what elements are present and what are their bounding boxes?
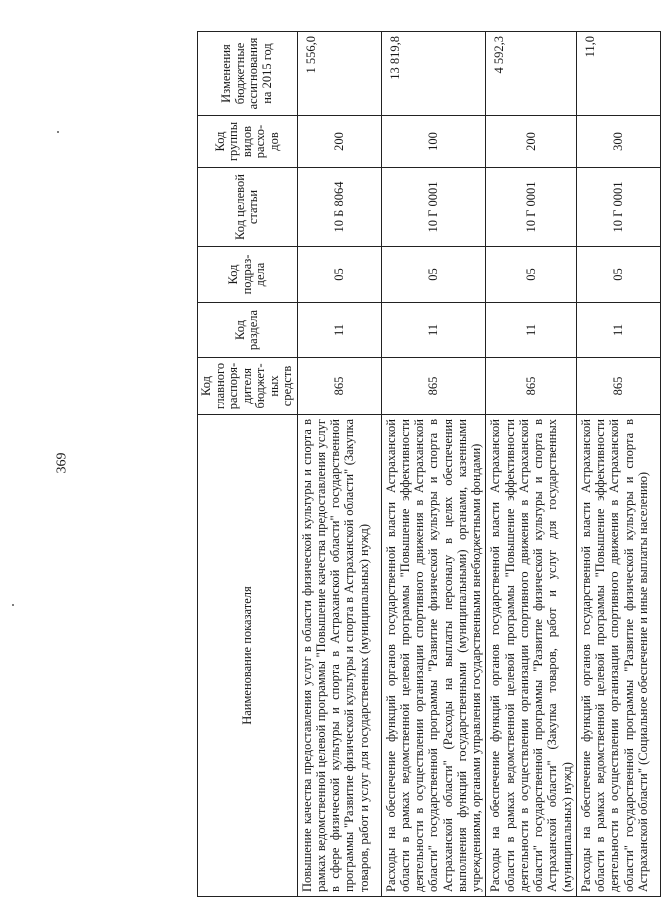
page-number: 369 xyxy=(54,452,70,474)
header-target-code: Код целевой статьи xyxy=(198,168,298,247)
row-grbs: 865 xyxy=(381,358,486,415)
row-amount: 11,0 xyxy=(576,32,660,116)
row-grbs: 865 xyxy=(576,358,660,415)
row-section: 11 xyxy=(297,303,381,358)
row-grbs: 865 xyxy=(486,358,577,415)
table-row xyxy=(381,32,486,897)
row-target: 10 Б 8064 xyxy=(297,168,381,247)
row-section: 11 xyxy=(486,303,577,358)
row-subsection: 05 xyxy=(297,247,381,303)
row-amount: 4 592,3 xyxy=(486,32,577,116)
table-row xyxy=(297,32,381,897)
row-subsection: 05 xyxy=(486,247,577,303)
header-grbs-code: Код главного распоря-дителя бюджет-ных средств xyxy=(198,358,298,415)
budget-table xyxy=(197,31,661,897)
row-amount: 13 819,8 xyxy=(381,32,486,116)
row-section: 11 xyxy=(576,303,660,358)
row-subsection: 05 xyxy=(576,247,660,303)
header-expense-type-code: Код группы видов расхо-дов xyxy=(198,116,298,168)
row-target: 10 Г 0001 xyxy=(576,168,660,247)
header-amount-2015: Изменения бюджетные ассигнования на 2015 год xyxy=(198,32,298,116)
row-amount: 1 556,0 xyxy=(297,32,381,116)
table-row xyxy=(576,32,660,897)
row-expense-type: 100 xyxy=(381,116,486,168)
row-expense-type: 200 xyxy=(297,116,381,168)
row-name: Расходы на обеспечение функций органов государственной власти Астраханской области в рамках ведомственной целевой программы "Повышение эффективности деятельности в осуществлении организации спортивного движения в Астраханской области" государственной программы "Развитие физической культуры и спорта в Астраханской области" (Расходы на выплаты персоналу в целях обеспечения выполнения функций государственными (муниципальными) органами, казенными учреждениями, органами управления государственными внебюджетными фондами) xyxy=(381,415,486,897)
header-section-code: Код раздела xyxy=(198,303,298,358)
row-section: 11 xyxy=(381,303,486,358)
row-name: Расходы на обеспечение функций органов государственной власти Астраханской области в рамках ведомственной целевой программы "Повышение эффективности деятельности в осуществлении организации спортивного движения в Астраханской области" государственной программы "Развитие физической культуры и спорта в Астраханской области" (Социальное обеспечение и иные выплаты населению) xyxy=(576,415,660,897)
scan-speck xyxy=(12,604,14,606)
row-name: Повышение качества предоставления услуг в области физической культуры и спорта в рамках ведомственной целевой программы "Повышение качества предоставления услуг в сфере физической культуры и спорта в Астраханской области" государственной программы "Развитие физической культуры и спорта в Астраханской области" (Закупка товаров, работ и услуг для государственных (муниципальных) нужд) xyxy=(297,415,381,897)
row-target: 10 Г 0001 xyxy=(486,168,577,247)
table-row xyxy=(486,32,577,897)
row-expense-type: 200 xyxy=(486,116,577,168)
table-header-row xyxy=(198,32,298,897)
row-subsection: 05 xyxy=(381,247,486,303)
budget-table-container xyxy=(197,32,650,897)
row-grbs: 865 xyxy=(297,358,381,415)
row-name: Расходы на обеспечение функций органов государственной власти Астраханской области в рамках ведомственной целевой программы "Повышение эффективности деятельности в осуществлении организации спортивного движения в Астраханской области" государственной программы "Развитие физической культуры и спорта в Астраханской области" (Закупка товаров, работ и услуг для государственных (муниципальных) нужд) xyxy=(486,415,577,897)
row-target: 10 Г 0001 xyxy=(381,168,486,247)
row-expense-type: 300 xyxy=(576,116,660,168)
header-subsection-code: Код подраз-дела xyxy=(198,247,298,303)
header-name: Наименование показателя xyxy=(198,415,298,897)
scan-speck xyxy=(57,131,59,133)
